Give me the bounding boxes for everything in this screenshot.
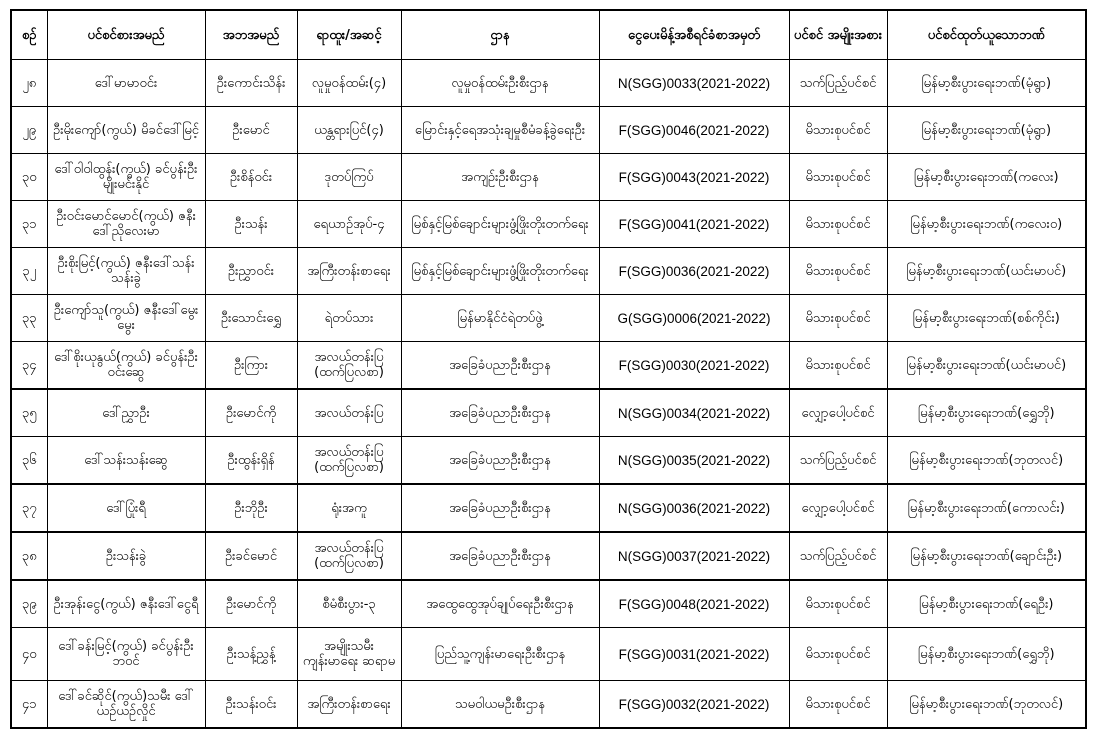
header-row xyxy=(11,10,1086,60)
header-pensioner-name: ပင်စင်စားအမည် xyxy=(47,10,205,60)
department-cell: သမဝါယမဦးစီးဌာန xyxy=(401,681,599,729)
order-number-cell: F(SGG)0048(2021-2022) xyxy=(599,580,789,628)
bank-cell: မြန်မာ့စီးပွားရေးဘဏ်(ချောင်းဦး) xyxy=(887,532,1086,580)
order-number-cell: N(SGG)0034(2021-2022) xyxy=(599,389,789,437)
father-name-cell: ဦးကြား xyxy=(205,342,297,390)
pension-type-cell: မိသားစုပင်စင် xyxy=(789,248,887,295)
order-number-cell: N(SGG)0037(2021-2022) xyxy=(599,532,789,580)
table-row xyxy=(11,201,1086,248)
rank-cell: လူမှုဝန်ထမ်း(၄) xyxy=(297,60,401,107)
pension-type-cell: မိသားစုပင်စင် xyxy=(789,295,887,342)
order-number-cell: F(SGG)0030(2021-2022) xyxy=(599,342,789,390)
pension-type-cell: သက်ပြည့်ပင်စင် xyxy=(789,437,887,485)
header-pension-type: ပင်စင် အမျိုးအစား xyxy=(789,10,887,60)
order-number-cell: F(SGG)0036(2021-2022) xyxy=(599,248,789,295)
header-order-number: ငွေပေးမိန့်အစီရင်ခံစာအမှတ် xyxy=(599,10,789,60)
serial-cell: ၃၃ xyxy=(11,295,47,342)
rank-cell: ရဲတပ်သား xyxy=(297,295,401,342)
order-number-cell: N(SGG)0036(2021-2022) xyxy=(599,484,789,532)
bank-cell: မြန်မာ့စီးပွားရေးဘဏ်(ဘုတလင်) xyxy=(887,681,1086,729)
rank-cell: အလယ်တန်းပြ (ထက်ပြလစာ) xyxy=(297,342,401,390)
bank-cell: မြန်မာ့စီးပွားရေးဘဏ်(ကလေးဝ) xyxy=(887,201,1086,248)
pensioner-name-cell: ဒေါ်သန်းသန်းဆွေ xyxy=(47,437,205,485)
table-row xyxy=(11,342,1086,390)
bank-cell: မြန်မာ့စီးပွားရေးဘဏ်(ဘုတလင်) xyxy=(887,437,1086,485)
department-cell: အခြေခံပညာဦးစီးဌာန xyxy=(401,437,599,485)
serial-cell: ၃၈ xyxy=(11,532,47,580)
serial-cell: ၄၁ xyxy=(11,681,47,729)
order-number-cell: F(SGG)0043(2021-2022) xyxy=(599,154,789,201)
table-row xyxy=(11,107,1086,154)
header-bank: ပင်စင်ထုတ်ယူသောဘဏ် xyxy=(887,10,1086,60)
bank-cell: မြန်မာ့စီးပွားရေးဘဏ်(ယင်းမာပင်) xyxy=(887,342,1086,390)
pensioner-name-cell: ဦးဝင်းမောင်မောင်(ကွယ်) ဇနီးဒေါ်ညိုလေးမာ xyxy=(47,201,205,248)
order-number-cell: N(SGG)0035(2021-2022) xyxy=(599,437,789,485)
rank-cell: ယန္တရားပြင်(၄) xyxy=(297,107,401,154)
order-number-cell: F(SGG)0041(2021-2022) xyxy=(599,201,789,248)
rank-cell: စီမံစီးပွား-၃ xyxy=(297,580,401,628)
table-row xyxy=(11,628,1086,681)
rank-cell: ရုံးအကူ xyxy=(297,484,401,532)
father-name-cell: ဦးဘိုဦး xyxy=(205,484,297,532)
pension-type-cell: လျှော့ပေါ့ပင်စင် xyxy=(789,389,887,437)
table-row xyxy=(11,248,1086,295)
bank-cell: မြန်မာ့စီးပွားရေးဘဏ်(ယင်းမာပင်) xyxy=(887,248,1086,295)
department-cell: မြစ်နှင့်မြစ်ချောင်းများဖွံ့ဖြိုးတိုးတက်ရေး xyxy=(401,201,599,248)
bank-cell: မြန်မာ့စီးပွားရေးဘဏ်(မုံရွာ) xyxy=(887,107,1086,154)
pensioner-name-cell: ဒေါ်ခင်ဆိုင်(ကွယ်)သမီး ဒေါ်ယဉ်ယဉ်လှိုင် xyxy=(47,681,205,729)
father-name-cell: ဦးသောင်းရွှေ xyxy=(205,295,297,342)
header-department: ဌာန xyxy=(401,10,599,60)
pensioner-name-cell: ဦးကျော်သူ(ကွယ်) ဇနီးဒေါ်မွေးမွေး xyxy=(47,295,205,342)
pension-table xyxy=(10,9,1087,729)
serial-cell: ၃၅ xyxy=(11,389,47,437)
bank-cell: မြန်မာ့စီးပွားရေးဘဏ်(မုံရွာ) xyxy=(887,60,1086,107)
pensioner-name-cell: ဒေါ်ဝါဝါထွန်း(ကွယ်) ခင်ပွန်းဦးမျိုးမင်းနိုင် xyxy=(47,154,205,201)
department-cell: အကျဉ်းဦးစီးဌာန xyxy=(401,154,599,201)
pension-type-cell: မိသားစုပင်စင် xyxy=(789,628,887,681)
father-name-cell: ဦးစိန်ဝင်း xyxy=(205,154,297,201)
pensioner-name-cell: ဒေါ်ညွှာဦး xyxy=(47,389,205,437)
header-serial: စဉ် xyxy=(11,10,47,60)
department-cell: အထွေထွေအုပ်ချုပ်ရေးဦးစီးဌာန xyxy=(401,580,599,628)
pensioner-name-cell: ဒေါ်မာမာဝင်း xyxy=(47,60,205,107)
serial-cell: ၃၄ xyxy=(11,342,47,390)
bank-cell: မြန်မာ့စီးပွားရေးဘဏ်(ကောလင်း) xyxy=(887,484,1086,532)
serial-cell: ၃၂ xyxy=(11,248,47,295)
pension-type-cell: မိသားစုပင်စင် xyxy=(789,154,887,201)
table-row xyxy=(11,681,1086,729)
father-name-cell: ဦးမောင် xyxy=(205,107,297,154)
father-name-cell: ဦးသန်း xyxy=(205,201,297,248)
rank-cell: အကြီးတန်းစာရေး xyxy=(297,681,401,729)
serial-cell: ၃၁ xyxy=(11,201,47,248)
rank-cell: အမျိုးသမီး ကျန်းမာရေး ဆရာမ xyxy=(297,628,401,681)
rank-cell: အကြီးတန်းစာရေး xyxy=(297,248,401,295)
father-name-cell: ဦးညွှာဝင်း xyxy=(205,248,297,295)
table-row xyxy=(11,295,1086,342)
father-name-cell: ဦးမောင်ကို xyxy=(205,580,297,628)
department-cell: ပြည်သူ့ကျန်းမာရေးဦးစီးဌာန xyxy=(401,628,599,681)
table-body xyxy=(11,60,1086,729)
pension-type-cell: မိသားစုပင်စင် xyxy=(789,201,887,248)
father-name-cell: ဦးထွန်းရှိန် xyxy=(205,437,297,485)
father-name-cell: ဦးမောင်ကို xyxy=(205,389,297,437)
order-number-cell: N(SGG)0033(2021-2022) xyxy=(599,60,789,107)
father-name-cell: ဦးသန့်ညွှန့် xyxy=(205,628,297,681)
pension-type-cell: လျှော့ပေါ့ပင်စင် xyxy=(789,484,887,532)
department-cell: အခြေခံပညာဦးစီးဌာန xyxy=(401,532,599,580)
order-number-cell: F(SGG)0031(2021-2022) xyxy=(599,628,789,681)
table-row xyxy=(11,154,1086,201)
table-row xyxy=(11,60,1086,107)
serial-cell: ၃၇ xyxy=(11,484,47,532)
pensioner-name-cell: ဦးစိုးမြင့်(ကွယ်) ဇနီးဒေါ်သန်းသန်းခွဲ xyxy=(47,248,205,295)
table-row xyxy=(11,484,1086,532)
bank-cell: မြန်မာ့စီးပွားရေးဘဏ်(ရွှေဘို) xyxy=(887,628,1086,681)
header-rank: ရာထူး/အဆင့် xyxy=(297,10,401,60)
rank-cell: အလယ်တန်းပြ (ထက်ပြလစာ) xyxy=(297,437,401,485)
rank-cell: ဒုတပ်ကြပ် xyxy=(297,154,401,201)
bank-cell: မြန်မာ့စီးပွားရေးဘဏ်(ရေဦး) xyxy=(887,580,1086,628)
father-name-cell: ဦးကောင်းသိန်း xyxy=(205,60,297,107)
order-number-cell: F(SGG)0032(2021-2022) xyxy=(599,681,789,729)
pensioner-name-cell: ဦးအုန်းငွေ(ကွယ်) ဇနီးဒေါ်ငွေရီ xyxy=(47,580,205,628)
pension-type-cell: သက်ပြည့်ပင်စင် xyxy=(789,60,887,107)
pensioner-name-cell: ဦးမိုးကျော်(ကွယ်) မိခင်ဒေါ်မြင့် xyxy=(47,107,205,154)
department-cell: အခြေခံပညာဦးစီးဌာန xyxy=(401,484,599,532)
order-number-cell: G(SGG)0006(2021-2022) xyxy=(599,295,789,342)
serial-cell: ၃၆ xyxy=(11,437,47,485)
header-father-name: အဘအမည် xyxy=(205,10,297,60)
pensioner-name-cell: ဒေါ်စိုးယုနွယ်(ကွယ်) ခင်ပွန်းဦးဝင်းဆွေ xyxy=(47,342,205,390)
department-cell: အခြေခံပညာဦးစီးဌာန xyxy=(401,342,599,390)
table-row xyxy=(11,532,1086,580)
pensioner-name-cell: ဒေါ်ပြုံးရီ xyxy=(47,484,205,532)
bank-cell: မြန်မာ့စီးပွားရေးဘဏ်(ရွှေဘို) xyxy=(887,389,1086,437)
pensioner-name-cell: ဦးသန်းခွဲ xyxy=(47,532,205,580)
department-cell: မြန်မာနိုင်ငံရဲတပ်ဖွဲ့ xyxy=(401,295,599,342)
serial-cell: ၃၉ xyxy=(11,580,47,628)
serial-cell: ၃၀ xyxy=(11,154,47,201)
rank-cell: အလယ်တန်းပြ xyxy=(297,389,401,437)
pension-type-cell: မိသားစုပင်စင် xyxy=(789,580,887,628)
father-name-cell: ဦးသန်းဝင်း xyxy=(205,681,297,729)
pensioner-name-cell: ဒေါ်ခန်းမြင့်(ကွယ်) ခင်ပွန်းဦးဘဝင် xyxy=(47,628,205,681)
rank-cell: ရေယာဉ်အုပ်-၄ xyxy=(297,201,401,248)
order-number-cell: F(SGG)0046(2021-2022) xyxy=(599,107,789,154)
pension-type-cell: မိသားစုပင်စင် xyxy=(789,681,887,729)
table-row xyxy=(11,389,1086,437)
serial-cell: ၂၉ xyxy=(11,107,47,154)
department-cell: လူမှုဝန်ထမ်းဦးစီးဌာန xyxy=(401,60,599,107)
table-row xyxy=(11,580,1086,628)
department-cell: မြစ်နှင့်မြစ်ချောင်းများဖွံ့ဖြိုးတိုးတက်ရေး xyxy=(401,248,599,295)
department-cell: မြောင်းနှင့်ရေအသုံးချမှုစီမံခန့်ခွဲရေးဦး xyxy=(401,107,599,154)
father-name-cell: ဦးခင်မောင် xyxy=(205,532,297,580)
bank-cell: မြန်မာ့စီးပွားရေးဘဏ်(ကလေး) xyxy=(887,154,1086,201)
serial-cell: ၄၀ xyxy=(11,628,47,681)
pension-type-cell: မိသားစုပင်စင် xyxy=(789,342,887,390)
department-cell: အခြေခံပညာဦးစီးဌာန xyxy=(401,389,599,437)
pension-type-cell: သက်ပြည့်ပင်စင် xyxy=(789,532,887,580)
serial-cell: ၂၈ xyxy=(11,60,47,107)
pension-type-cell: မိသားစုပင်စင် xyxy=(789,107,887,154)
rank-cell: အလယ်တန်းပြ (ထက်ပြလစာ) xyxy=(297,532,401,580)
bank-cell: မြန်မာ့စီးပွားရေးဘဏ်(စစ်ကိုင်း) xyxy=(887,295,1086,342)
table-row xyxy=(11,437,1086,485)
